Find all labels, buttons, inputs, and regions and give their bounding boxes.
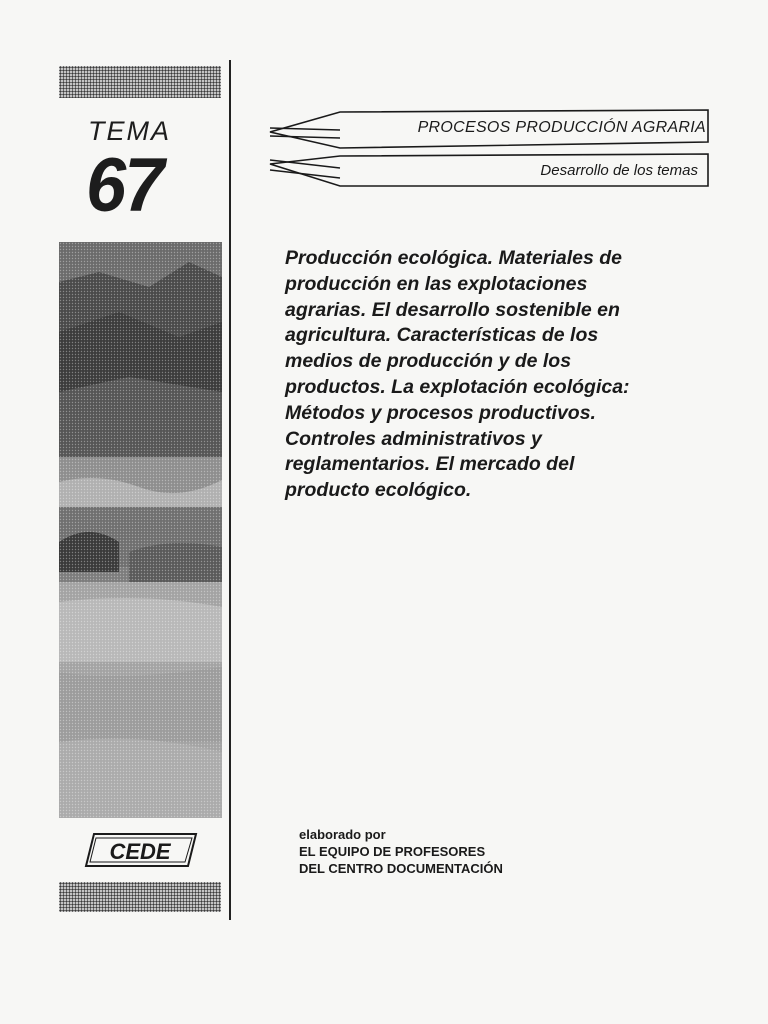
tema-number: 67: [86, 143, 163, 228]
topic-line: agrarias. El desarrollo sostenible en: [285, 298, 620, 321]
topic-line: producto ecológico.: [285, 479, 472, 502]
topic-line: medios de producción y de los: [285, 350, 572, 373]
topic-line: reglamentarios. El mercado del: [285, 453, 575, 476]
halftone-band-top: [59, 66, 221, 98]
topic-line: Controles administrativos y: [285, 427, 542, 450]
topic-line: productos. La explotación ecológica:: [285, 375, 630, 398]
topic-line: producción en las explotaciones: [285, 272, 588, 295]
topic-line: Métodos y procesos productivos.: [285, 401, 596, 424]
credits-line: EL EQUIPO DE PROFESORES: [299, 844, 486, 859]
credits-line: elaborado por: [299, 827, 386, 842]
credits-line: DEL CENTRO DOCUMENTACIÓN: [299, 861, 503, 876]
banner-title: PROCESOS PRODUCCIÓN AGRARIA: [417, 119, 706, 136]
halftone-band-bottom: [59, 882, 221, 912]
topic-line: Producción ecológica. Materiales de: [285, 247, 623, 269]
tema-label: TEMA: [88, 116, 172, 146]
topic-line: agricultura. Características de los: [285, 324, 599, 347]
cede-logo: [84, 830, 200, 870]
landscape-photo: [59, 242, 222, 818]
vertical-divider: [229, 60, 231, 920]
credits: [299, 826, 503, 877]
topic-description: [285, 246, 705, 504]
logo-text: CEDE: [109, 839, 171, 864]
banner-subtitle: Desarrollo de los temas: [540, 162, 698, 179]
